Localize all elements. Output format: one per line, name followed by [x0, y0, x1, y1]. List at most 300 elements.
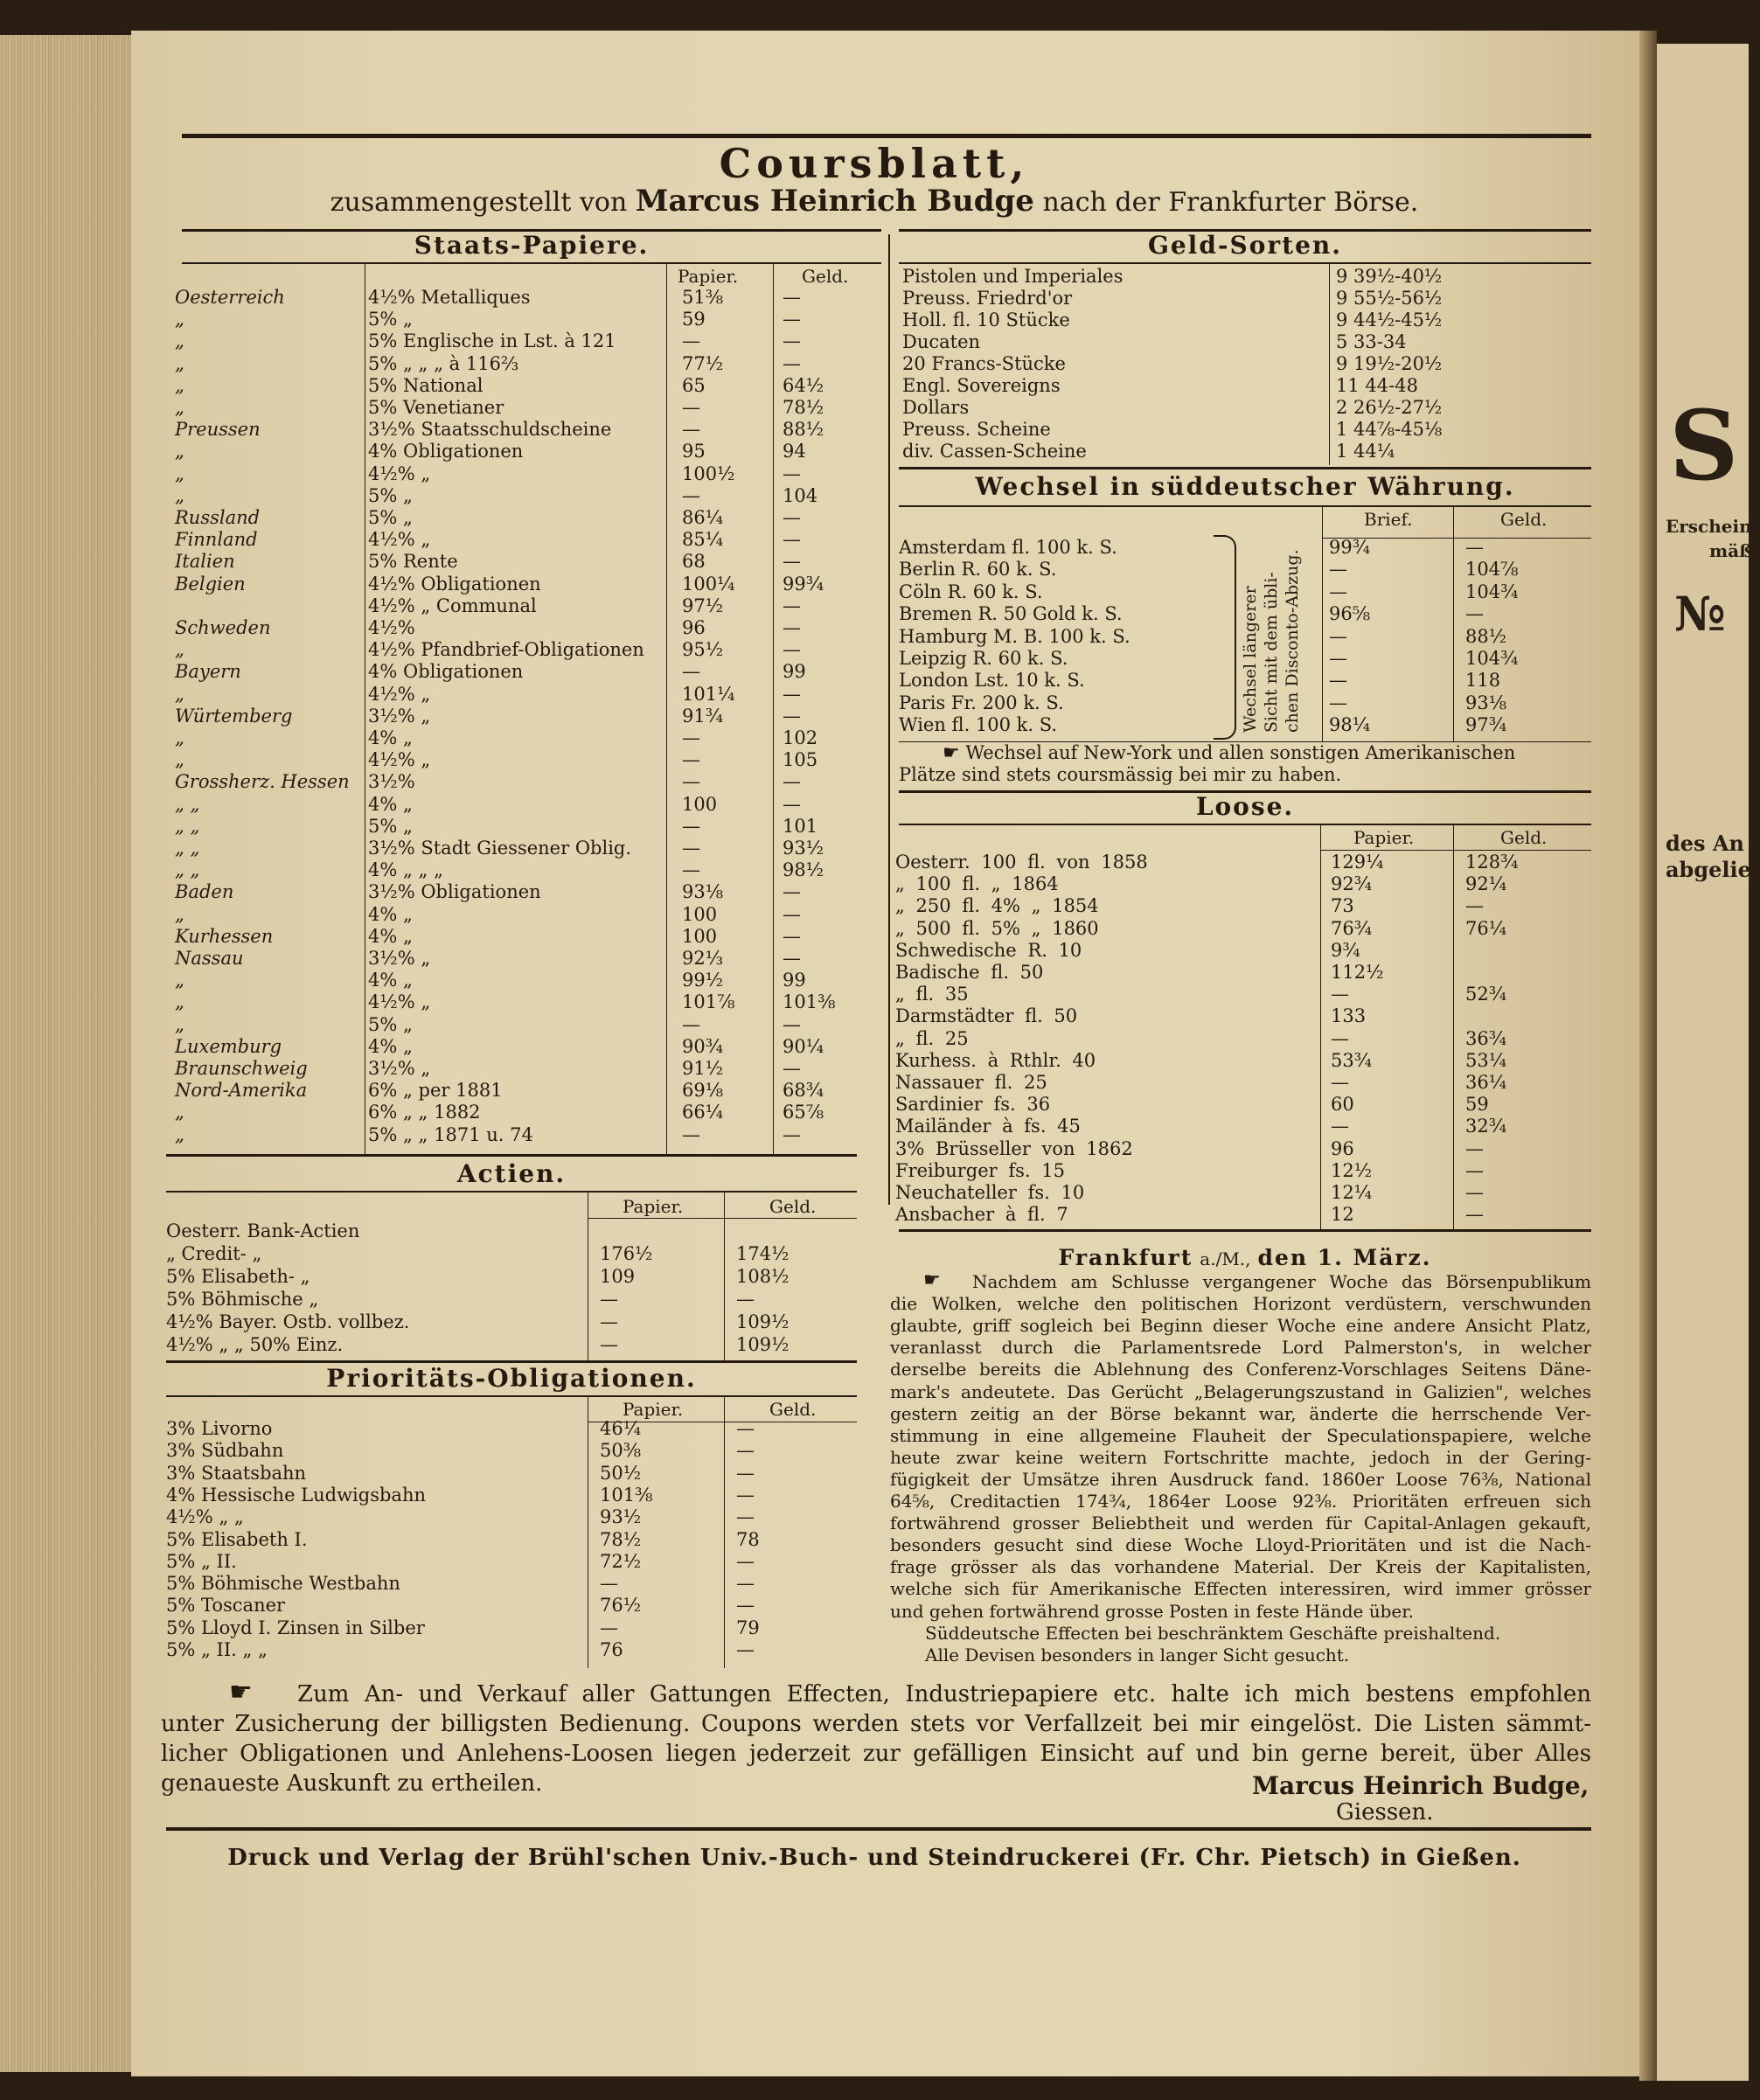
geld-desc: Ducaten	[902, 331, 981, 352]
prior-geld: 79	[736, 1617, 760, 1638]
report-line: mark's andeutete. Das Gerücht „Belagerungszustand in Galizien", welches	[890, 1381, 1591, 1402]
staats-country: Nord-Amerika	[175, 1080, 308, 1101]
staats-papier: 99½	[682, 970, 724, 991]
staats-desc: 3½% Staatsschuldscheine	[368, 419, 612, 440]
loose-geld: 92¼	[1465, 873, 1507, 894]
staats-papier: 101¼	[682, 684, 735, 705]
wechsel-geld: —	[1465, 537, 1484, 558]
actien-desc: 4½% Bayer. Ostb. vollbez.	[166, 1311, 410, 1332]
loose-papier: 60	[1331, 1094, 1354, 1115]
prior-col-geld: Geld.	[769, 1399, 817, 1420]
prior-col-papier: Papier.	[623, 1399, 684, 1420]
wechsel-desc: Amsterdam fl. 100 k. S.	[899, 537, 1117, 558]
page-title: Coursblatt,	[719, 140, 1030, 187]
staats-desc: 5% „	[368, 485, 413, 506]
staats-geld: —	[783, 330, 801, 351]
report-line: die Wolken, welche den politischen Horizont verdüstern, verschwunden	[890, 1293, 1591, 1314]
staats-country: Preussen	[175, 419, 261, 440]
actien-papier: 176½	[600, 1243, 653, 1264]
subtitle-prefix: zusammengestellt von	[330, 187, 628, 218]
prior-desc: 5% Elisabeth I.	[166, 1529, 308, 1550]
staats-country: „	[175, 463, 184, 484]
prior-papier: 76½	[600, 1595, 642, 1616]
report-line: glaubte, griff sogleich bei Beginn dieser Woche eine andere Ansicht Platz,	[890, 1315, 1591, 1336]
loose-desc: Ansbacher à fl. 7	[895, 1204, 1068, 1225]
staats-geld: —	[783, 684, 801, 705]
loose-geld: —	[1465, 1204, 1484, 1225]
geld-desc: Preuss. Scheine	[902, 419, 1051, 440]
actien-papier: 109	[600, 1266, 636, 1287]
staats-col-rule	[773, 264, 774, 1156]
staats-papier: 66¼	[682, 1102, 724, 1123]
staats-desc: 5% National	[368, 375, 483, 396]
page-edges	[0, 35, 131, 2072]
wechsel-side-note	[1240, 549, 1303, 733]
wechsel-desc: London Lst. 10 k. S.	[899, 670, 1085, 691]
actien-desc: 4½% „ „ 50% Einz.	[166, 1334, 344, 1355]
staats-geld: 105	[783, 749, 818, 770]
geld-value: 9 55½-56½	[1336, 288, 1443, 309]
staats-geld: —	[783, 706, 801, 727]
staats-desc: 5% Rente	[368, 551, 458, 572]
prior-desc: 3% Staatsbahn	[166, 1463, 307, 1484]
actien-desc: 5% Elisabeth- „	[166, 1266, 310, 1287]
section-rule	[899, 1229, 1591, 1232]
prior-desc: 5% Lloyd I. Zinsen in Silber	[166, 1617, 425, 1638]
prior-desc: 3% Livorno	[166, 1418, 273, 1439]
section-rule	[899, 505, 1591, 507]
section-rule	[166, 1395, 857, 1397]
staats-desc: 4% „	[368, 1036, 413, 1057]
staats-country: „	[175, 991, 184, 1012]
actien-desc: 5% Böhmische „	[166, 1289, 319, 1310]
staats-papier: —	[682, 485, 700, 506]
actien-desc: „ Credit- „	[166, 1243, 262, 1264]
staats-papier: 65	[682, 375, 706, 396]
actien-papier: —	[600, 1311, 618, 1332]
staats-geld: 104	[783, 485, 818, 506]
staats-geld: —	[783, 794, 801, 815]
loose-desc: Schwedische R. 10	[895, 940, 1082, 961]
staats-desc: 5% „	[368, 1014, 413, 1035]
loose-geld: —	[1465, 895, 1484, 916]
wechsel-brief: —	[1329, 692, 1347, 713]
staats-country: Finnland	[175, 529, 258, 550]
loose-desc: „ 500 fl. 5% „ 1860	[895, 918, 1099, 939]
section-rule	[899, 467, 1591, 469]
section-rule	[166, 1360, 857, 1363]
report-line: fortwährend grosser Beliebtheit und werden für Capital-Anlagen gekauft,	[890, 1512, 1591, 1533]
staats-geld: 90¼	[783, 1036, 824, 1057]
report-heading-date: den 1. März.	[1257, 1245, 1432, 1270]
loose-desc: 3% Brüsseller von 1862	[895, 1138, 1133, 1159]
staats-country: „	[175, 1124, 184, 1145]
staats-desc: 4½% „	[368, 684, 431, 705]
staats-papier: —	[682, 661, 700, 682]
staats-country: „ „	[175, 816, 200, 837]
actien-geld: 108½	[736, 1266, 790, 1287]
actien-col-papier: Papier.	[623, 1196, 684, 1217]
staats-geld: —	[783, 1124, 801, 1145]
loose-col-rule	[1320, 825, 1321, 1229]
staats-papier: —	[682, 419, 700, 440]
prior-heading: Prioritäts-Obligationen.	[326, 1364, 697, 1393]
prior-geld: 78	[736, 1529, 760, 1550]
wechsel-brief: —	[1329, 670, 1347, 691]
staats-country: Russland	[175, 507, 261, 528]
staats-desc: 3½% Obligationen	[368, 881, 541, 902]
staats-desc: 3½% „	[368, 1058, 431, 1079]
wechsel-side-line: chen Disconto-Abzug.	[1283, 549, 1302, 733]
geld-desc: 20 Francs-Stücke	[902, 353, 1066, 374]
prior-desc: 4% Hessische Ludwigsbahn	[166, 1485, 427, 1505]
report-line: Alle Devisen besonders in langer Sicht gesucht.	[925, 1645, 1350, 1665]
notice-line: licher Obligationen und Anlehens-Loosen liegen jederzeit zur gefälligen Einsicht auf und bin gerne bereit, über Alles	[161, 1741, 1591, 1767]
wechsel-heading: Wechsel in süddeutscher Währung.	[975, 472, 1515, 501]
staats-geld: —	[783, 639, 801, 660]
staats-heading: Staats-Papiere.	[414, 231, 650, 260]
wechsel-brief: 99¾	[1329, 537, 1371, 558]
column-divider	[888, 234, 890, 1205]
report-line: fügigkeit der Umsätze ihren Ausdruck fand. 1860er Loose 76⅜, National	[890, 1469, 1591, 1490]
staats-country: „	[175, 727, 184, 748]
geld-desc: Preuss. Friedrd'or	[902, 288, 1073, 309]
prior-papier: 101⅜	[600, 1485, 653, 1505]
wechsel-brief: —	[1329, 626, 1347, 647]
loose-papier: —	[1331, 1028, 1349, 1049]
geld-value: 2 26½-27½	[1336, 397, 1443, 418]
adjacent-page-fragment	[1657, 44, 1760, 2081]
prior-geld: —	[736, 1463, 755, 1484]
loose-papier: 73	[1331, 895, 1354, 916]
staats-papier: 100¼	[682, 574, 735, 595]
staats-papier: 85¼	[682, 529, 724, 550]
staats-geld: 94	[783, 441, 806, 462]
staats-papier: —	[682, 771, 700, 792]
actien-geld: 174½	[736, 1243, 790, 1264]
staats-desc: 3½% Stadt Giessener Oblig.	[368, 838, 632, 859]
staats-country: „	[175, 1102, 184, 1123]
adjacent-page-text: abgelief	[1666, 857, 1760, 882]
geld-value: 9 19½-20½	[1336, 353, 1443, 374]
staats-papier: 86¼	[682, 507, 724, 528]
imprint: Druck und Verlag der Brühl'schen Univ.-Buch- und Steindruckerei (Fr. Chr. Pietsch) in Gießen.	[227, 1845, 1521, 1871]
wechsel-note-line	[943, 742, 1515, 764]
loose-desc: Oesterr. 100 fl. von 1858	[895, 852, 1148, 873]
staats-papier: 100	[682, 794, 718, 815]
prior-geld: —	[736, 1573, 755, 1594]
actien-col-geld: Geld.	[769, 1196, 817, 1217]
staats-desc: 3½% „	[368, 706, 431, 727]
staats-geld: —	[783, 1058, 801, 1079]
loose-desc: Nassauer fl. 25	[895, 1072, 1047, 1093]
staats-papier: 100	[682, 926, 718, 947]
staats-papier: —	[682, 749, 700, 770]
staats-country: „	[175, 353, 184, 374]
wechsel-col-geld: Geld.	[1500, 509, 1548, 530]
staats-country: Schweden	[175, 617, 271, 638]
actien-papier: —	[600, 1289, 618, 1310]
loose-geld: 36¼	[1465, 1072, 1507, 1093]
book-gutter	[1639, 31, 1657, 2081]
section-rule	[182, 262, 881, 264]
wechsel-geld: 88½	[1465, 626, 1507, 647]
loose-geld: —	[1465, 1138, 1484, 1159]
staats-country: „	[175, 1014, 184, 1035]
subtitle-suffix: nach der Frankfurter Börse.	[1042, 187, 1419, 218]
staats-geld: 65⅞	[783, 1102, 824, 1123]
page-subtitle	[0, 184, 1749, 219]
wechsel-note-text: Wechsel auf New-York und allen sonstigen Amerikanischen	[965, 742, 1516, 763]
loose-papier: 53¾	[1331, 1050, 1373, 1071]
prior-papier: —	[600, 1617, 618, 1638]
wechsel-desc: Berlin R. 60 k. S.	[899, 559, 1057, 580]
loose-desc: Badische fl. 50	[895, 962, 1044, 983]
prior-papier: 50½	[600, 1463, 642, 1484]
loose-geld: —	[1465, 1182, 1484, 1203]
report-line: derselbe bereits die Ablehnung des Conferenz-Vorschlages Seitens Däne-	[890, 1359, 1591, 1380]
adjacent-page-text: mäßi	[1709, 540, 1759, 561]
actien-desc: Oesterr. Bank-Actien	[166, 1220, 360, 1241]
signature-place: Giessen.	[1336, 1799, 1434, 1825]
staats-desc: 4½% „	[368, 991, 431, 1012]
staats-papier: 101⅞	[682, 991, 735, 1012]
staats-geld: —	[783, 287, 801, 308]
staats-papier: 77½	[682, 353, 724, 374]
staats-desc: 4% „ „ „	[368, 859, 443, 880]
prior-papier: 78½	[600, 1529, 642, 1550]
adjacent-page-number-sign: №	[1674, 586, 1726, 642]
report-heading-suffix: a./M.,	[1200, 1248, 1251, 1269]
staats-geld: 101⅜	[783, 991, 836, 1012]
staats-papier: 95½	[682, 639, 724, 660]
wechsel-geld: 93⅛	[1465, 692, 1507, 713]
wechsel-geld: 104¾	[1465, 581, 1519, 602]
report-line: veranlasst durch die Parlamentsrede Lord Palmerston's, in welcher	[890, 1337, 1591, 1358]
staats-country: „	[175, 330, 184, 351]
staats-desc: 4% „	[368, 970, 413, 991]
notice-line: genaueste Auskunft zu ertheilen.	[161, 1770, 543, 1797]
report-line: 64⅝, Creditactien 174¾, 1864er Loose 92⅜. Prioritäten erfreuen sich	[890, 1491, 1591, 1512]
loose-desc: Darmstädter fl. 50	[895, 1005, 1078, 1026]
loose-desc: „ fl. 35	[895, 984, 969, 1005]
staats-desc: 3½% „	[368, 948, 431, 969]
staats-country: „	[175, 441, 184, 462]
wechsel-desc: Cöln R. 60 k. S.	[899, 581, 1043, 602]
wechsel-note-line2: Plätze sind stets coursmässig bei mir zu haben.	[899, 764, 1342, 785]
loose-desc: Mailänder à fs. 45	[895, 1116, 1081, 1137]
notice-line: Zum An- und Verkauf aller Gattungen Effecten, Industriepapiere etc. halte ich mich bestens empfohlen	[297, 1681, 1591, 1707]
staats-desc: 6% „ per 1881	[368, 1080, 503, 1101]
report-line: heute zwar keine weitern Fortschritte machte, jedoch in der Gering-	[890, 1447, 1591, 1468]
loose-desc: Sardinier fs. 36	[895, 1094, 1051, 1115]
loose-papier: 12	[1331, 1204, 1354, 1225]
staats-papier: —	[682, 727, 700, 748]
staats-desc: 4½% „ Communal	[368, 595, 537, 616]
loose-geld: —	[1465, 1160, 1484, 1181]
staats-country: „ „	[175, 838, 200, 859]
staats-desc: 4½% „	[368, 463, 431, 484]
staats-geld: —	[783, 529, 801, 550]
staats-papier: 97½	[682, 595, 724, 616]
staats-desc: 4% Obligationen	[368, 441, 524, 462]
staats-geld: —	[783, 309, 801, 330]
staats-geld: —	[783, 463, 801, 484]
staats-desc: 4½% Metalliques	[368, 287, 531, 308]
loose-desc: „ 100 fl. „ 1864	[895, 873, 1059, 894]
staats-geld: 98½	[783, 859, 824, 880]
staats-country: Oesterreich	[175, 287, 285, 308]
staats-country: Bayern	[175, 661, 241, 682]
staats-papier: 69⅛	[682, 1080, 724, 1101]
wechsel-geld: 104⅞	[1465, 559, 1519, 580]
staats-country: „	[175, 904, 184, 925]
wechsel-desc: Bremen R. 50 Gold k. S.	[899, 603, 1123, 624]
staats-geld: —	[783, 617, 801, 638]
wechsel-col-rule	[1453, 507, 1454, 741]
section-rule	[166, 1154, 857, 1157]
wechsel-side-line: Wechsel längerer	[1241, 586, 1260, 733]
staats-desc: 6% „ „ 1882	[368, 1102, 481, 1123]
staats-papier: 91¾	[682, 706, 724, 727]
actien-geld: 109½	[736, 1334, 790, 1355]
staats-country: „	[175, 639, 184, 660]
prior-geld: —	[736, 1506, 755, 1527]
prior-desc: 5% „ II. „ „	[166, 1639, 268, 1660]
report-line: gestern zeitig an der Börse bekannt war, änderte die herrschende Ver-	[890, 1403, 1591, 1424]
loose-papier: 112½	[1331, 962, 1384, 983]
staats-country: „	[175, 684, 184, 705]
geld-value: 5 33-34	[1336, 331, 1407, 352]
prior-desc: 3% Südbahn	[166, 1440, 284, 1461]
staats-geld: —	[783, 926, 801, 947]
loose-geld: 36¾	[1465, 1028, 1507, 1049]
loose-papier: 12½	[1331, 1160, 1373, 1181]
wechsel-brief: —	[1329, 648, 1347, 669]
prior-geld: —	[736, 1418, 755, 1439]
staats-country: Nassau	[175, 948, 244, 969]
geld-value: 11 44-48	[1336, 375, 1418, 396]
wechsel-geld: 118	[1465, 670, 1501, 691]
staats-country: Kurhessen	[175, 926, 274, 947]
pointing-hand-icon: ☛	[943, 742, 960, 764]
staats-papier: 51⅜	[682, 287, 724, 308]
staats-col-rule	[666, 264, 667, 1156]
report-line: und gehen fortwährend grosse Posten in feste Hände über.	[890, 1601, 1414, 1622]
wechsel-brief: 96⅝	[1329, 603, 1371, 624]
prior-geld: —	[736, 1440, 755, 1461]
staats-papier: 92⅓	[682, 948, 724, 969]
wechsel-brief: —	[1329, 559, 1347, 580]
staats-geld: 101	[783, 816, 818, 837]
staats-papier: —	[682, 816, 700, 837]
staats-desc: 4% „	[368, 794, 413, 815]
wechsel-brace	[1214, 535, 1236, 740]
loose-desc: Freiburger fs. 15	[895, 1160, 1065, 1181]
staats-geld: —	[783, 595, 801, 616]
wechsel-brief: 98¼	[1329, 714, 1371, 735]
subtitle-firm-name: Marcus Heinrich Budge	[635, 184, 1034, 219]
report-line: frage grösser als das vorhandene Material. Der Kreis der Kapitalisten,	[890, 1556, 1591, 1577]
staats-papier: 68	[682, 551, 706, 572]
staats-geld: —	[783, 353, 801, 374]
loose-heading: Loose.	[1195, 792, 1295, 821]
staats-papier: 95	[682, 441, 706, 462]
staats-col-papier: Papier.	[678, 266, 739, 287]
staats-country: „	[175, 309, 184, 330]
signature: Marcus Heinrich Budge,	[1252, 1771, 1590, 1800]
wechsel-desc: Leipzig R. 60 k. S.	[899, 648, 1068, 669]
staats-desc: 4½% Pfandbrief-Obligationen	[368, 639, 644, 660]
staats-geld: 99	[783, 970, 806, 991]
geld-desc: Holl. fl. 10 Stücke	[902, 309, 1070, 330]
report-line: besonders gesucht sind diese Woche Lloyd-Prioritäten und ist die Nach-	[890, 1534, 1591, 1555]
staats-country: „	[175, 375, 184, 396]
loose-papier: —	[1331, 984, 1349, 1005]
staats-papier: —	[682, 1014, 700, 1035]
staats-country: „	[175, 397, 184, 418]
staats-desc: 4½% „	[368, 529, 431, 550]
loose-papier: 76¾	[1331, 918, 1373, 939]
prior-geld: —	[736, 1551, 755, 1572]
staats-country: Italien	[175, 551, 235, 572]
prior-geld: —	[736, 1595, 755, 1616]
staats-papier: 100	[682, 904, 718, 925]
report-line: Nachdem am Schlusse vergangener Woche das Börsenpublikum	[972, 1271, 1591, 1292]
loose-papier: —	[1331, 1116, 1349, 1137]
actien-papier: —	[600, 1334, 618, 1355]
staats-country: Braunschweig	[175, 1058, 308, 1079]
staats-geld: —	[783, 771, 801, 792]
staats-geld: 78½	[783, 397, 824, 418]
staats-geld: 99	[783, 661, 806, 682]
staats-desc: 4½% „	[368, 749, 431, 770]
staats-desc: 5% „ „ „ à 116⅔	[368, 353, 519, 374]
staats-geld: 99¾	[783, 574, 824, 595]
staats-papier: 90¾	[682, 1036, 724, 1057]
prior-desc: 5% Böhmische Westbahn	[166, 1573, 400, 1594]
wechsel-desc: Wien fl. 100 k. S.	[899, 714, 1058, 735]
bottom-rule	[166, 1827, 1591, 1831]
staats-papier: 96	[682, 617, 706, 638]
prior-papier: 46¼	[600, 1418, 642, 1439]
staats-papier: —	[682, 838, 700, 859]
staats-country: Baden	[175, 881, 234, 902]
staats-papier: —	[682, 397, 700, 418]
loose-papier: 133	[1331, 1005, 1367, 1026]
section-rule	[899, 262, 1591, 264]
staats-geld: 88½	[783, 419, 824, 440]
adjacent-page-text: Erscheint	[1666, 516, 1760, 537]
report-line: welche sich für Amerikanische Effecten interessiren, wird immer grösser	[890, 1578, 1591, 1599]
staats-desc: 5% „	[368, 309, 413, 330]
staats-desc: 4½% Obligationen	[368, 574, 541, 595]
loose-col-papier: Papier.	[1353, 827, 1415, 848]
loose-papier: 12¼	[1331, 1182, 1373, 1203]
actien-geld: 109½	[736, 1311, 790, 1332]
staats-geld: —	[783, 551, 801, 572]
staats-desc: 5% „	[368, 507, 413, 528]
staats-country: „	[175, 749, 184, 770]
loose-col-geld: Geld.	[1500, 827, 1548, 848]
prior-desc: 4½% „ „	[166, 1506, 244, 1527]
staats-papier: 91½	[682, 1058, 724, 1079]
prior-papier: 93½	[600, 1506, 642, 1527]
staats-papier: 59	[682, 309, 706, 330]
loose-papier: —	[1331, 1072, 1349, 1093]
section-rule	[1320, 850, 1591, 851]
loose-papier: 96	[1331, 1138, 1354, 1159]
